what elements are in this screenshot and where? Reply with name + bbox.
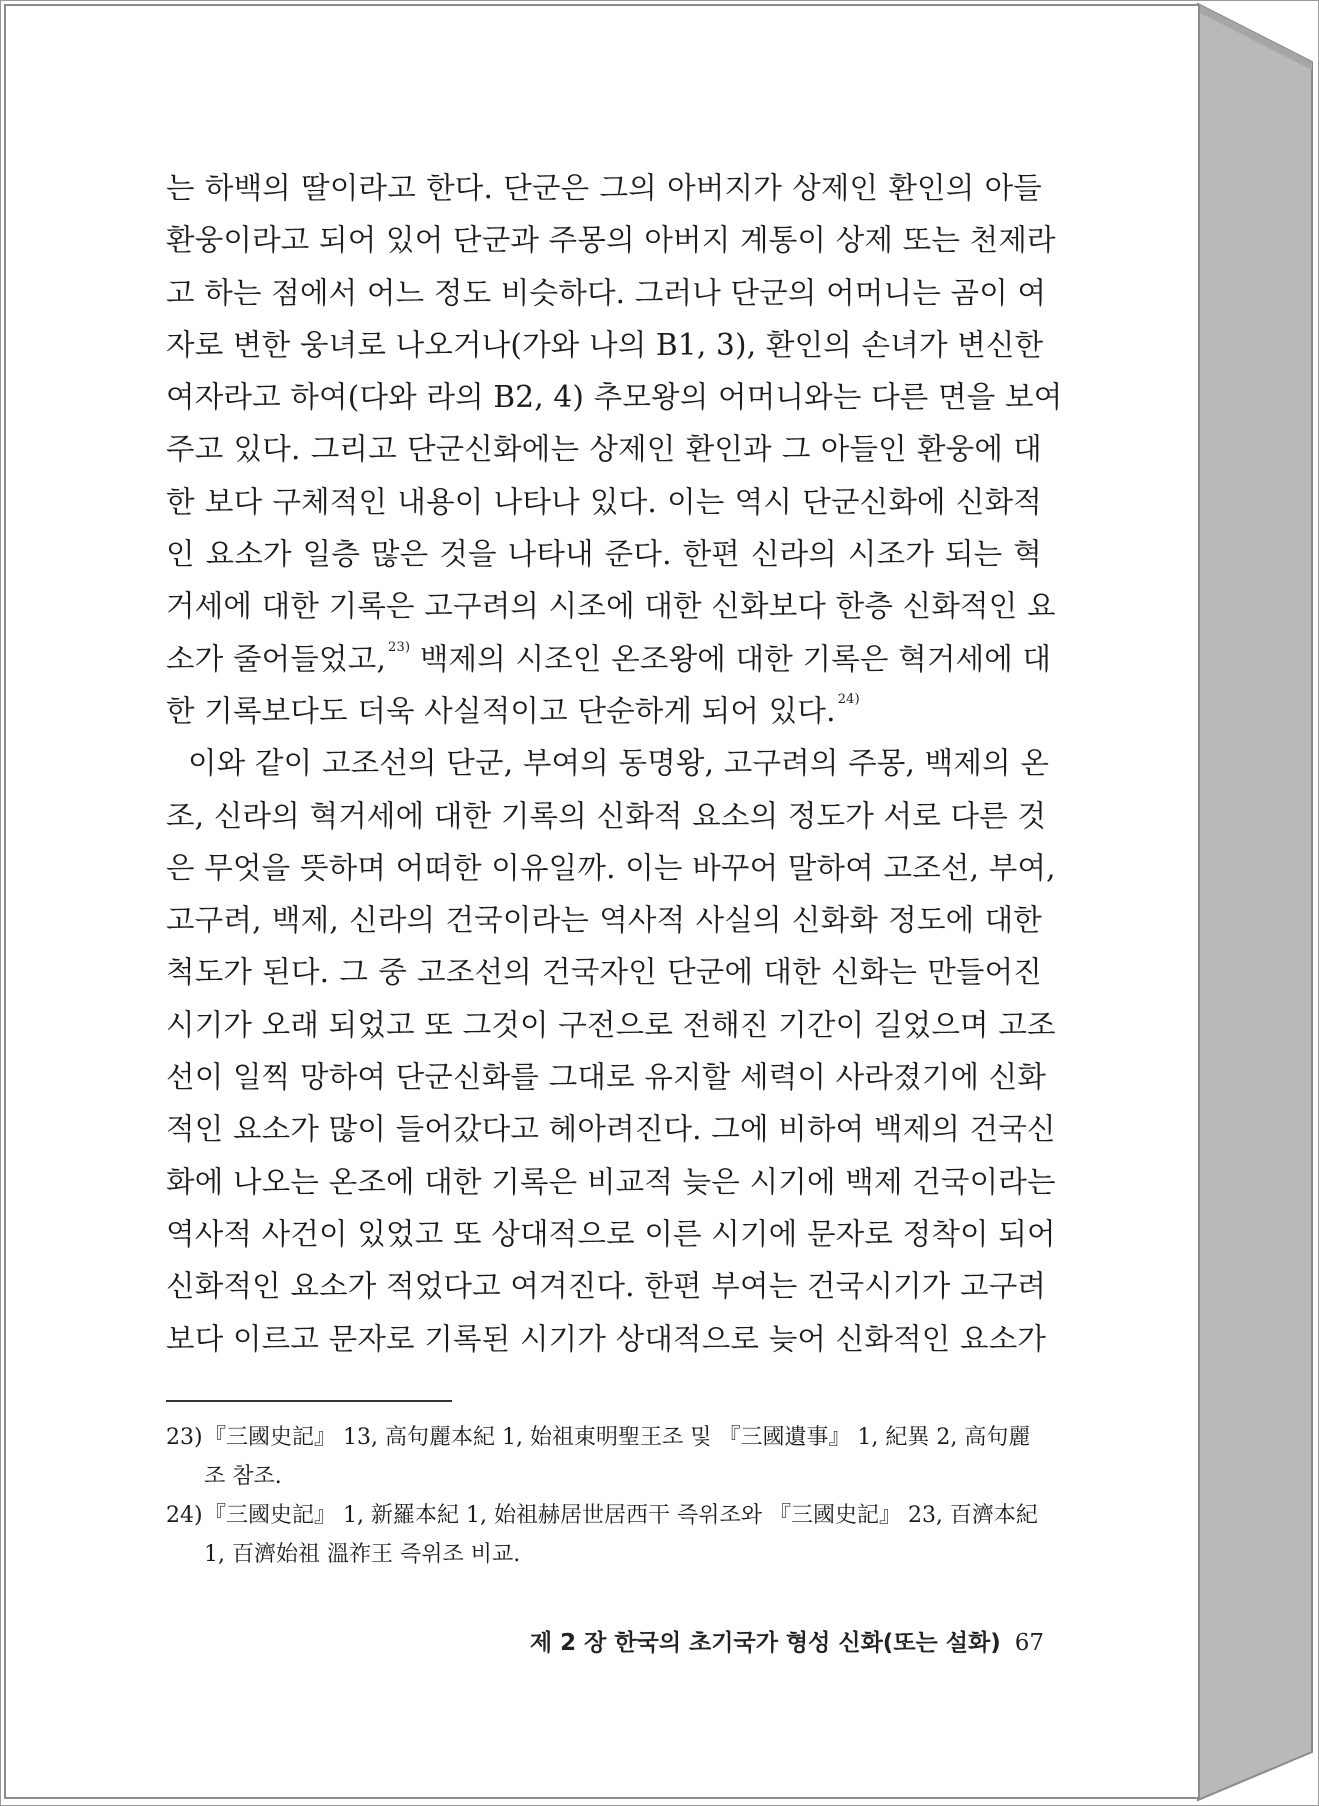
- paragraph-2-line: 보다 이르고 문자로 기록된 시기가 상대적으로 늦어 신화적인 요소가: [166, 1321, 1047, 1356]
- footnote-23: [166, 1418, 1042, 1496]
- line-text: 백제의 시조인 온조왕에 대한 기록은 혁거세에 대: [410, 641, 1052, 676]
- body-line: 자로 변한 웅녀로 나오거나(가와 나의 B1, 3), 환인의 손녀가 변신한: [166, 327, 1044, 362]
- line-text: 한 기록보다도 더욱 사실적이고 단순하게 되어 있다.: [166, 693, 836, 728]
- paragraph-2-line: 신화적인 요소가 적었다고 여겨진다. 한편 부여는 건국시기가 고구려: [166, 1269, 1047, 1304]
- paragraph-2-line: 척도가 된다. 그 중 고조선의 건국자인 단군에 대한 신화는 만들어진: [166, 955, 1042, 990]
- footnote-text: 조 참조.: [204, 1464, 282, 1489]
- paragraph-2-line: 화에 나오는 온조에 대한 기록은 비교적 늦은 시기에 백제 건국이라는: [166, 1164, 1056, 1199]
- footnote-24: [166, 1496, 1042, 1574]
- body-text: [166, 162, 1063, 1365]
- running-footer: [524, 1624, 1044, 1657]
- footnote-number: 23): [166, 1425, 203, 1450]
- footnote-number: 24): [166, 1503, 203, 1528]
- body-line: 한 보다 구체적인 내용이 나타나 있다. 이는 역시 단군신화에 신화적: [166, 484, 1042, 519]
- paragraph-2-line: 은 무엇을 뜻하며 어떠한 이유일까. 이는 바꾸어 말하여 고조선, 부여,: [166, 850, 1056, 885]
- footnote-text: 1, 百濟始祖 溫祚王 즉위조 비교.: [204, 1542, 521, 1567]
- paragraph-2-line: 적인 요소가 많이 들어갔다고 헤아려진다. 그에 비하여 백제의 건국신: [166, 1112, 1056, 1147]
- body-line: 인 요소가 일층 많은 것을 나타내 준다. 한편 신라의 시조가 되는 혁: [166, 537, 1042, 572]
- paragraph-2-line: 역사적 사건이 있었고 또 상대적으로 이른 시기에 문자로 정착이 되어: [166, 1216, 1056, 1251]
- paragraph-2-line: 선이 일찍 망하여 단군신화를 그대로 유지할 세력이 사라졌기에 신화: [166, 1060, 1047, 1095]
- body-line: 여자라고 하여(다와 라의 B2, 4) 추모왕의 어머니와는 다른 면을 보여: [166, 380, 1063, 415]
- paragraph-2-line: 이와 같이 고조선의 단군, 부여의 동명왕, 고구려의 주몽, 백제의 온: [188, 746, 1050, 781]
- paragraph-2-line: 조, 신라의 혁거세에 대한 기록의 신화적 요소의 정도가 서로 다른 것: [166, 798, 1047, 833]
- page-number: 67: [1014, 1630, 1044, 1656]
- body-line: 거세에 대한 기록은 고구려의 시조에 대한 신화보다 한층 신화적인 요: [166, 589, 1056, 624]
- chapter-title: 제 2 장 한국의 초기국가 형성 신화(또는 설화): [529, 1630, 1001, 1656]
- paragraph-2-line: 고구려, 백제, 신라의 건국이라는 역사적 사실의 신화화 정도에 대한: [166, 903, 1042, 938]
- footnote-ref-24[interactable]: 24): [837, 691, 860, 707]
- footnote-text: 『三國史記』 13, 高句麗本紀 1, 始祖東明聖王조 및 『三國遺事』 1, 紀異 2, 高句麗: [204, 1425, 1031, 1450]
- paragraph-2-line: 시기가 오래 되었고 또 그것이 구전으로 전해진 기간이 길었으며 고조: [166, 1007, 1056, 1042]
- body-line: 환웅이라고 되어 있어 단군과 주몽의 아버지 계통이 상제 또는 천제라: [166, 223, 1056, 258]
- footnote-ref-23[interactable]: 23): [388, 639, 411, 655]
- line-text: 소가 줄어들었고,: [166, 641, 387, 676]
- footnote-divider: [166, 1400, 452, 1402]
- body-line: 고 하는 점에서 어느 정도 비슷하다. 그러나 단군의 어머니는 곰이 여: [166, 275, 1047, 310]
- body-line: 는 하백의 딸이라고 한다. 단군은 그의 아버지가 상제인 환인의 아들: [166, 171, 1042, 205]
- body-line: 주고 있다. 그리고 단군신화에는 상제인 환인과 그 아들인 환웅에 대: [166, 432, 1042, 467]
- body-line-with-footnote-23: [166, 633, 1052, 685]
- footnotes: [166, 1418, 1042, 1574]
- body-line-with-footnote-24: [166, 685, 1042, 737]
- footnote-text: 『三國史記』 1, 新羅本紀 1, 始祖赫居世居西干 즉위조와 『三國史記』 23, 百濟本紀: [204, 1503, 1038, 1528]
